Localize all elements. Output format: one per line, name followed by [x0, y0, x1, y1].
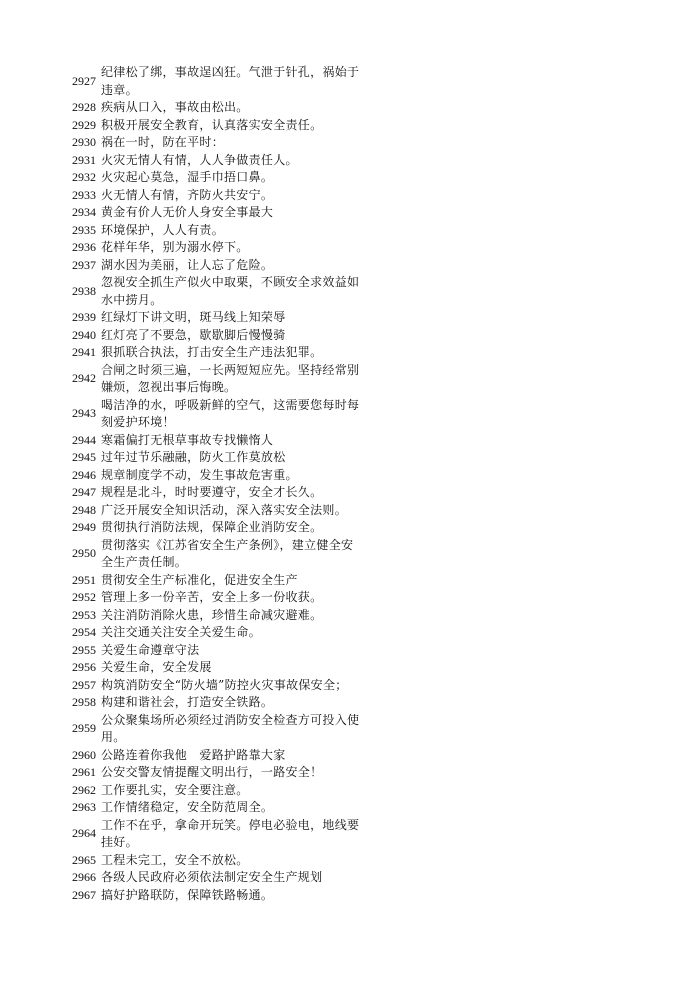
entry-text: 疾病从口入，事故由松出。: [101, 100, 249, 114]
list-item: [72, 362, 362, 397]
entry-number: 2927: [72, 73, 96, 88]
list-item: [72, 239, 362, 257]
list-item: [72, 659, 362, 677]
entry-text: 公路连着你我他 爱路护路靠大家: [101, 747, 286, 762]
entry-number: 2944: [72, 432, 96, 447]
entry-number: 2932: [72, 170, 96, 184]
document-page: [72, 64, 362, 904]
entry-number: 2962: [72, 782, 96, 797]
entry-text: 喝洁净的水，呼吸新鲜的空气，这需要您每时每刻爱护环境！: [101, 397, 360, 429]
entry-text: 火无情人有情，齐防火共安宁。: [101, 187, 274, 202]
entry-text: 工作情绪稳定，安全防范周全。: [101, 800, 274, 814]
list-item: [72, 134, 362, 152]
entry-number: 2938: [72, 283, 96, 298]
entry-number: 2948: [72, 502, 96, 517]
entry-number: 2937: [72, 257, 96, 272]
entry-number: 2965: [72, 852, 96, 867]
list-item: [72, 344, 362, 362]
entry-text: 构建和谐社会，打造安全铁路。: [101, 695, 274, 709]
entry-text: 纪律松了绑，事故逞凶狂。气泄于针孔，祸始于违章。: [101, 65, 360, 97]
entry-number: 2961: [72, 765, 96, 779]
entry-text: 湖水因为美丽，让人忘了危险。: [101, 257, 274, 272]
entry-number: 2953: [72, 607, 96, 622]
list-item: [72, 204, 362, 222]
entry-number: 2959: [72, 721, 96, 736]
entry-number: 2966: [72, 870, 96, 884]
entry-number: 2940: [72, 327, 96, 342]
entry-number: 2964: [72, 826, 96, 841]
entry-text: 贯彻落实《江苏省安全生产条例》，建立健全安全生产责任制。: [101, 537, 354, 569]
entry-number: 2934: [72, 205, 96, 219]
entry-text: 红绿灯下讲文明，斑马线上知荣辱: [101, 310, 286, 324]
list-item: [72, 449, 362, 467]
entry-text: 黄金有价人无价人身安全事最大: [101, 205, 274, 219]
entry-text: 祸在一时，防在平时：: [101, 135, 225, 149]
entry-number: 2945: [72, 450, 96, 464]
entry-text: 关注交通关注安全关爱生命。: [101, 625, 261, 639]
entry-number: 2949: [72, 520, 96, 534]
list-item: [72, 747, 362, 765]
list-item: [72, 589, 362, 607]
entry-number: 2963: [72, 800, 96, 814]
list-item: [72, 799, 362, 817]
entry-number: 2930: [72, 135, 96, 149]
entry-text: 广泛开展安全知识活动，深入落实安全法则。: [101, 502, 348, 517]
entry-text: 工程未完工，安全不放松。: [101, 852, 249, 867]
entry-number: 2947: [72, 485, 96, 499]
list-item: [72, 712, 362, 747]
list-item: [72, 572, 362, 590]
list-item: [72, 817, 362, 852]
entry-number: 2941: [72, 345, 96, 359]
entry-number: 2952: [72, 590, 96, 604]
list-item: [72, 484, 362, 502]
entry-text: 红灯亮了不要急，歇歇脚后慢慢骑: [101, 327, 286, 342]
list-item: [72, 537, 362, 572]
entry-number: 2951: [72, 572, 96, 587]
entry-text: 各级人民政府必须依法制定安全生产规划: [101, 870, 323, 884]
list-item: [72, 607, 362, 625]
entry-number: 2946: [72, 467, 96, 482]
entry-text: 狠抓联合执法，打击安全生产违法犯罪。: [101, 345, 323, 359]
list-item: [72, 187, 362, 205]
entry-text: 管理上多一份辛苦，安全上多一份收获。: [101, 590, 323, 604]
entry-text: 关注消防消除火患，珍惜生命减灾避难。: [101, 607, 323, 622]
entry-number: 2931: [72, 152, 96, 167]
entry-number: 2943: [72, 406, 96, 421]
entry-number: 2929: [72, 117, 96, 132]
entry-number: 2950: [72, 546, 96, 561]
list-item: [72, 117, 362, 135]
entry-number: 2936: [72, 240, 96, 254]
list-item: [72, 222, 362, 240]
list-item: [72, 694, 362, 712]
list-item: [72, 852, 362, 870]
entry-text: 火灾无情人有情，人人争做责任人。: [101, 152, 298, 167]
entry-number: 2939: [72, 310, 96, 324]
entry-number: 2942: [72, 371, 96, 386]
entry-text: 关爱生命，安全发展: [101, 660, 212, 674]
list-item: [72, 764, 362, 782]
list-item: [72, 677, 362, 695]
entry-text: 过年过节乐融融，防火工作莫放松: [101, 450, 286, 464]
entry-number: 2935: [72, 222, 96, 237]
list-item: [72, 519, 362, 537]
entry-number: 2933: [72, 187, 96, 202]
entry-text: 忽视安全抓生产似火中取栗，不顾安全求效益如水中捞月。: [101, 275, 360, 307]
entry-number: 2967: [72, 887, 96, 902]
entry-text: 规程是北斗，时时要遵守，安全才长久。: [101, 485, 323, 499]
entry-number: 2955: [72, 642, 96, 657]
list-item: [72, 642, 362, 660]
entry-text: 火灾起心莫急，湿手巾捂口鼻。: [101, 170, 274, 184]
entry-text: 花样年华，别为溺水停下。: [101, 240, 249, 254]
entry-text: 合闸之时须三遍，一长两短短应先。坚持经常别嫌烦，忽视出事后悔晚。: [101, 362, 360, 394]
list-item: [72, 152, 362, 170]
list-item: [72, 782, 362, 800]
list-item: [72, 502, 362, 520]
entry-text: 搞好护路联防，保障铁路畅通。: [101, 887, 274, 902]
list-item: [72, 274, 362, 309]
list-item: [72, 257, 362, 275]
list-item: [72, 624, 362, 642]
list-item: [72, 887, 362, 905]
entry-number: 2928: [72, 100, 96, 114]
list-item: [72, 869, 362, 887]
list-item: [72, 99, 362, 117]
list-item: [72, 467, 362, 485]
entry-text: 寒霜偏打无根草事故专找懒惰人: [101, 432, 274, 447]
list-item: [72, 64, 362, 99]
entry-number: 2958: [72, 695, 96, 709]
entry-number: 2957: [72, 677, 96, 692]
list-item: [72, 309, 362, 327]
list-item: [72, 432, 362, 450]
entry-text: 贯彻执行消防法规，保障企业消防安全。: [101, 520, 323, 534]
entry-text: 工作要扎实，安全要注意。: [101, 782, 249, 797]
entry-text: 构筑消防安全“防火墙”防控火灾事故保安全；: [101, 677, 348, 692]
entry-text: 贯彻安全生产标准化，促进安全生产: [101, 572, 298, 587]
entry-text: 公安交警友情提醒文明出行，一路安全！: [101, 765, 323, 779]
entry-text: 工作不在乎，拿命开玩笑。停电必验电，地线要挂好。: [101, 817, 360, 849]
entry-text: 规章制度学不动，发生事故危害重。: [101, 467, 298, 482]
entry-number: 2960: [72, 747, 96, 762]
entry-text: 积极开展安全教育，认真落实安全责任。: [101, 117, 323, 132]
entry-text: 环境保护，人人有责。: [101, 222, 225, 237]
list-item: [72, 327, 362, 345]
entry-number: 2954: [72, 625, 96, 639]
list-item: [72, 169, 362, 187]
entry-number: 2956: [72, 660, 96, 674]
list-item: [72, 397, 362, 432]
entry-text: 关爱生命遵章守法: [101, 642, 200, 657]
entry-text: 公众聚集场所必须经过消防安全检查方可投入使用。: [101, 712, 360, 744]
